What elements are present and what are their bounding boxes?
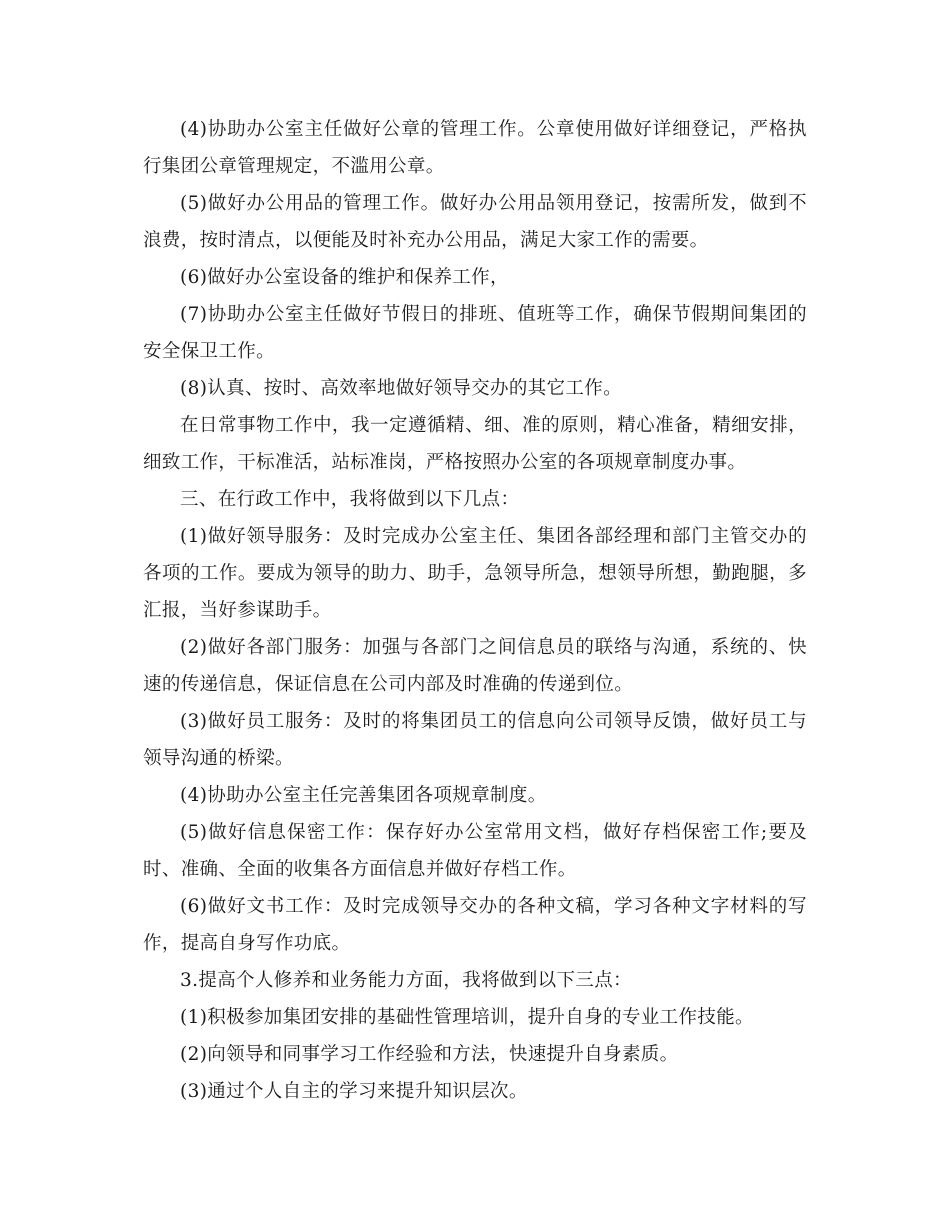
paragraph: (4)协助办公室主任完善集团各项规章制度。 [180,785,547,806]
document-body [143,111,807,1110]
paragraph: (5)做好信息保密工作：保存好办公室常用文档，做好存档保密工作;要及时、准确、全面的收集各方面信息并做好存档工作。 [143,822,807,880]
paragraph: (1)积极参加集团安排的基础性管理培训，提升自身的专业工作技能。 [180,1007,754,1028]
paragraph: (5)做好办公用品的管理工作。做好办公用品领用登记，按需所发，做到不浪费，按时清点，以便能及时补充办公用品，满足大家工作的需要。 [143,193,807,251]
paragraph: 在日常事物工作中，我一定遵循精、细、准的原则，精心准备，精细安排，细致工作，干标准活，站标准岗，严格按照办公室的各项规章制度办事。 [143,415,807,473]
paragraph: (6)做好文书工作：及时完成领导交办的各种文稿，学习各种文字材料的写作，提高自身写作功底。 [143,896,807,954]
section-heading: 3.提高个人修养和业务能力方面，我将做到以下三点： [180,970,632,991]
paragraph: (4)协助办公室主任做好公章的管理工作。公章使用做好详细登记，严格执行集团公章管理规定，不滥用公章。 [143,119,807,177]
paragraph: (3)通过个人自主的学习来提升知识层次。 [180,1081,528,1102]
paragraph: (2)做好各部门服务：加强与各部门之间信息员的联络与沟通，系统的、快速的传递信息，保证信息在公司内部及时准确的传递到位。 [143,637,807,695]
paragraph: (1)做好领导服务：及时完成办公室主任、集团各部经理和部门主管交办的各项的工作。要成为领导的助力、助手，急领导所急，想领导所想，勤跑腿，多汇报，当好参谋助手。 [143,526,807,621]
paragraph: (7)协助办公室主任做好节假日的排班、值班等工作，确保节假期间集团的安全保卫工作。 [143,304,807,362]
paragraph: (3)做好员工服务：及时的将集团员工的信息向公司领导反馈，做好员工与领导沟通的桥梁。 [143,711,807,769]
paragraph: (8)认真、按时、高效率地做好领导交办的其它工作。 [180,378,622,399]
section-heading: 三、在行政工作中，我将做到以下几点： [180,489,520,510]
paragraph: (6)做好办公室设备的维护和保养工作， [180,267,509,288]
paragraph: (2)向领导和同事学习工作经验和方法，快速提升自身素质。 [180,1044,679,1065]
